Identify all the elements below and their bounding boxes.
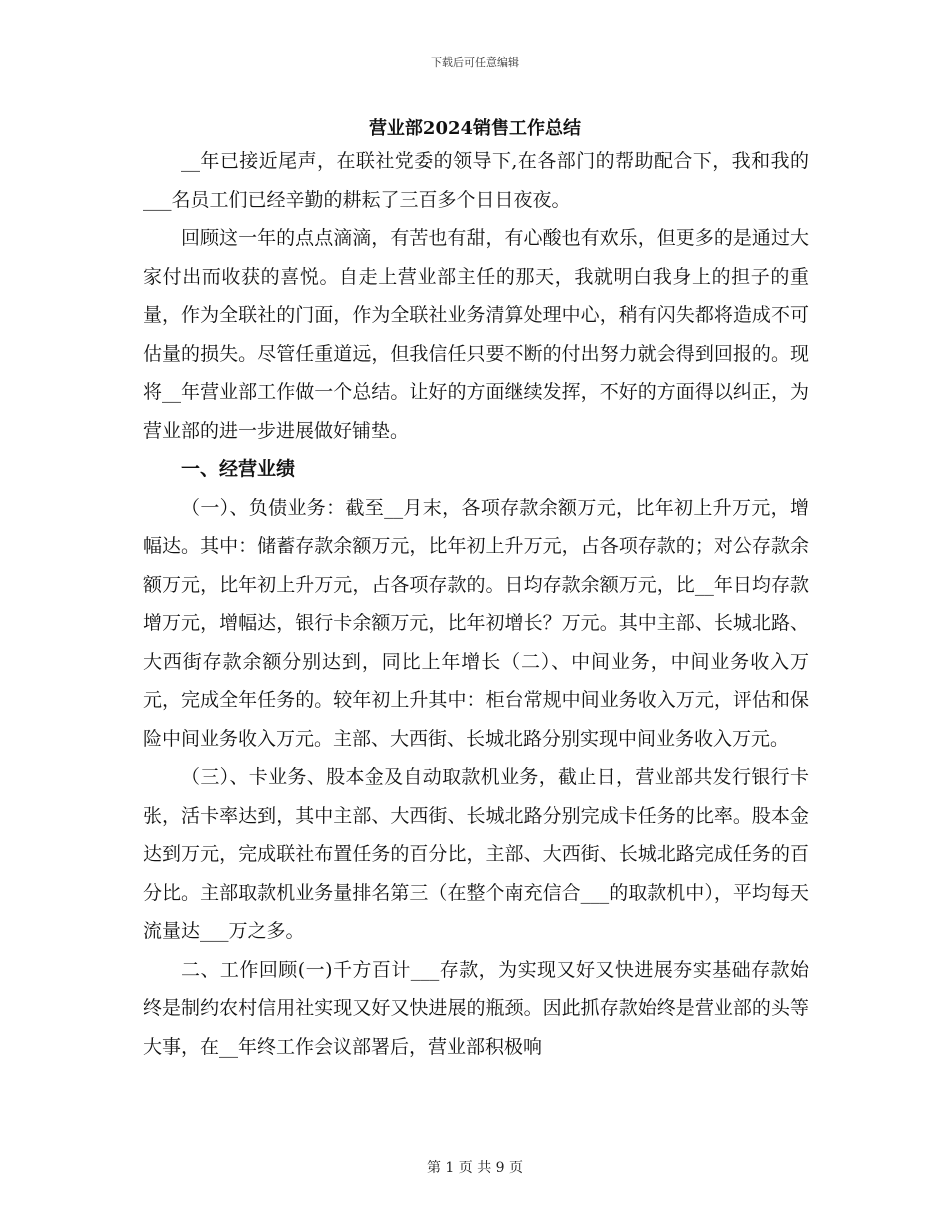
section-heading-performance: 一、经营业绩: [181, 458, 296, 480]
document-body: [143, 142, 809, 1066]
liability-business-paragraph: （一）、负债业务：截至__月末，各项存款余额万元，比年初上升万元，增幅达。其中：储蓄存款余额万元，比年初上升万元，占各项存款的；对公存款余额万元，比年初上升万元，占各项存款的。日均存款余额万元，比__年日均存款增万元，增幅达，银行卡余额万元，比年初增长？万元。其中主部、长城北路、大西街存款余额分别达到，同比上年增长（二）、中间业务，中间业务收入万元，完成全年任务的。较年初上升其中：柜台常规中间业务收入万元，评估和保险中间业务收入万元。主部、大西街、长城北路分别实现中间业务收入万元。: [143, 496, 809, 750]
review-paragraph: 回顾这一年的点点滴滴，有苦也有甜，有心酸也有欢乐，但更多的是通过大家付出而收获的喜悦。自走上营业部主任的那天，我就明白我身上的担子的重量，作为全联社的门面，作为全联社业务清算处理中心，稍有闪失都将造成不可估量的损失。尽管任重道远，但我信任只要不断的付出努力就会得到回报的。现将__年营业部工作做一个总结。让好的方面继续发挥，不好的方面得以纠正，为营业部的进一步进展做好铺垫。: [143, 227, 809, 442]
card-business-paragraph: （三）、卡业务、股本金及自动取款机业务，截止日，营业部共发行银行卡张，活卡率达到，其中主部、大西街、长城北路分别完成卡任务的比率。股本金达到万元，完成联社布置任务的百分比，主部、大西街、长城北路完成任务的百分比。主部取款机业务量排名第三（在整个南充信合___的取款机中），平均每天流量达___万之多。: [143, 766, 809, 942]
document-title: 营业部2024销售工作总结: [368, 118, 582, 139]
page-header-note: 下载后可任意编辑: [431, 56, 519, 69]
page-number-footer: 第 1 页 共 9 页: [426, 1160, 524, 1176]
work-review-paragraph: 二、工作回顾(一)千方百计___存款，为实现又好又快进展夯实基础存款始终是制约农村信用社实现又好又快进展的瓶颈。因此抓存款始终是营业部的头等大事，在__年终工作会议部署后，营业部积极响: [143, 958, 809, 1058]
intro-paragraph: __年已接近尾声，在联社党委的领导下,在各部门的帮助配合下，我和我的___名员工们已经辛勤的耕耘了三百多个日日夜夜。: [143, 150, 809, 211]
